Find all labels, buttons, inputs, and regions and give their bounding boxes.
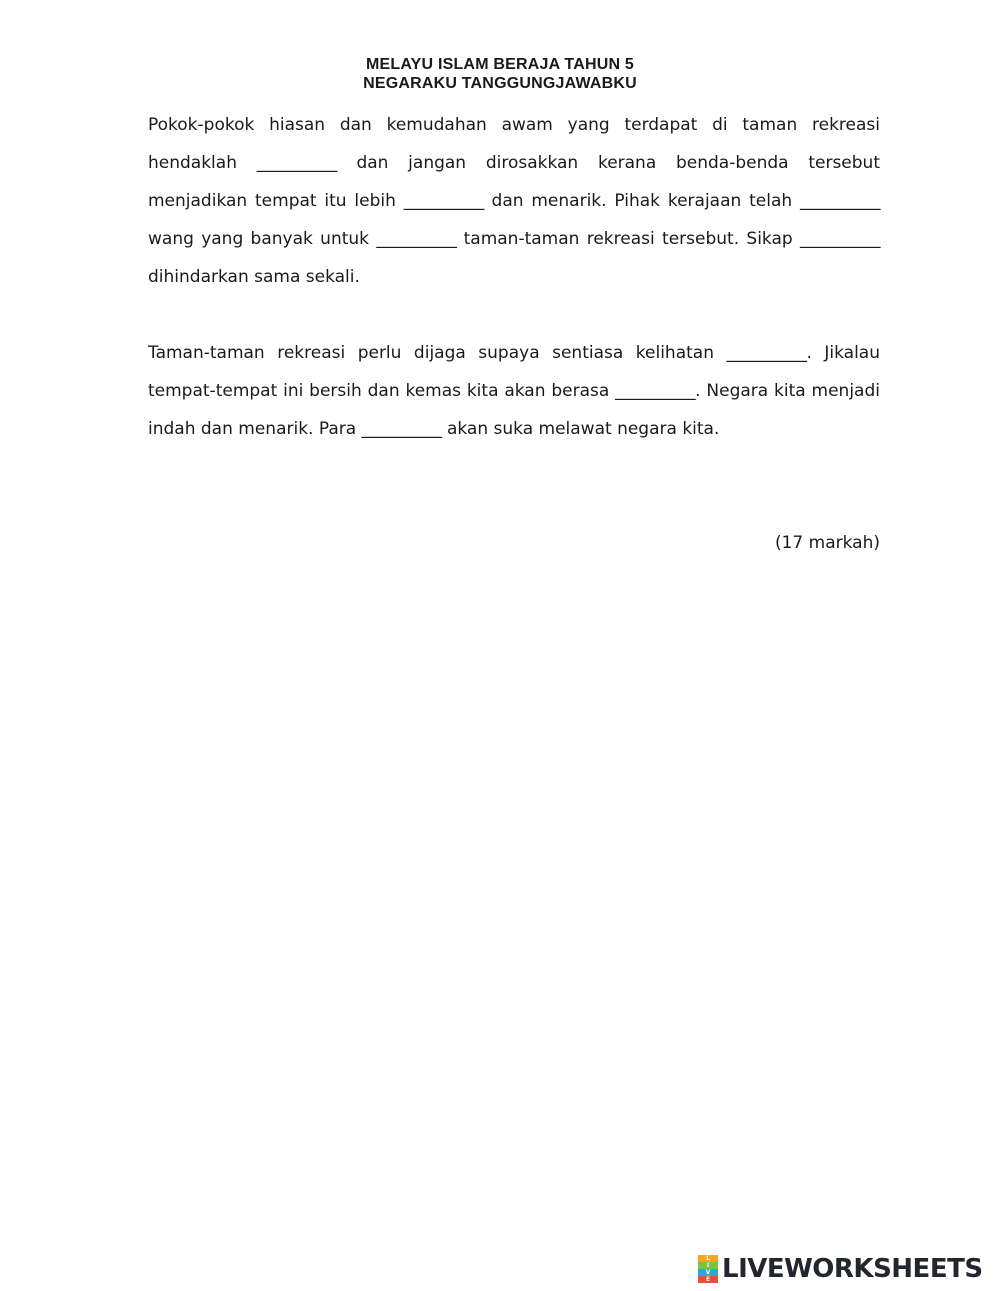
liveworksheets-logo	[698, 1254, 983, 1284]
blank-1[interactable]: __________	[256, 153, 337, 173]
logo-block: E	[698, 1276, 718, 1283]
blank-3[interactable]: __________	[800, 191, 880, 211]
logo-text: LIVEWORKSHEETS	[722, 1254, 983, 1284]
worksheet-title: MELAYU ISLAM BERAJA TAHUN 5	[366, 56, 634, 73]
marks-label: (17 markah)	[774, 533, 880, 553]
blank-5[interactable]: __________	[800, 229, 880, 249]
paragraph-2-text: . Negara kita menjadi indah dan menarik. Para	[148, 381, 880, 439]
paragraph-2-text: . Jikalau tempat-tempat ini bersih dan kemas kita akan berasa	[148, 343, 880, 401]
blank-7[interactable]: __________	[615, 381, 696, 401]
blank-6[interactable]: __________	[726, 343, 807, 363]
logo-block: L	[698, 1255, 718, 1262]
paragraph-2	[148, 334, 880, 448]
paragraph-1	[148, 106, 880, 296]
paragraph-1-text: taman-taman rekreasi tersebut. Sikap	[456, 229, 800, 249]
logo-block: I	[698, 1262, 718, 1269]
paragraph-1-text: dihindarkan sama sekali.	[148, 267, 360, 287]
paragraph-1-text: dan menarik. Pihak kerajaan telah	[483, 191, 800, 211]
logo-blocks-icon	[698, 1255, 718, 1283]
worksheet-subtitle: NEGARAKU TANGGUNGJAWABKU	[363, 75, 637, 92]
paragraph-1-text: dan jangan dirosakkan kerana benda-benda tersebut menjadikan tempat itu lebih	[148, 153, 880, 211]
paragraph-1-text: wang yang banyak untuk	[148, 229, 377, 249]
paragraph-1-text: Pokok-pokok hiasan dan kemudahan awam yang terdapat di taman rekreasi hendaklah	[148, 115, 880, 173]
paragraph-2-text: Taman-taman rekreasi perlu dijaga supaya sentiasa kelihatan	[148, 343, 727, 363]
paragraph-2-text: akan suka melawat negara kita.	[441, 419, 720, 439]
logo-block: V	[698, 1269, 718, 1276]
blank-4[interactable]: __________	[376, 229, 457, 249]
blank-8[interactable]: __________	[361, 419, 442, 439]
blank-2[interactable]: __________	[403, 191, 484, 211]
